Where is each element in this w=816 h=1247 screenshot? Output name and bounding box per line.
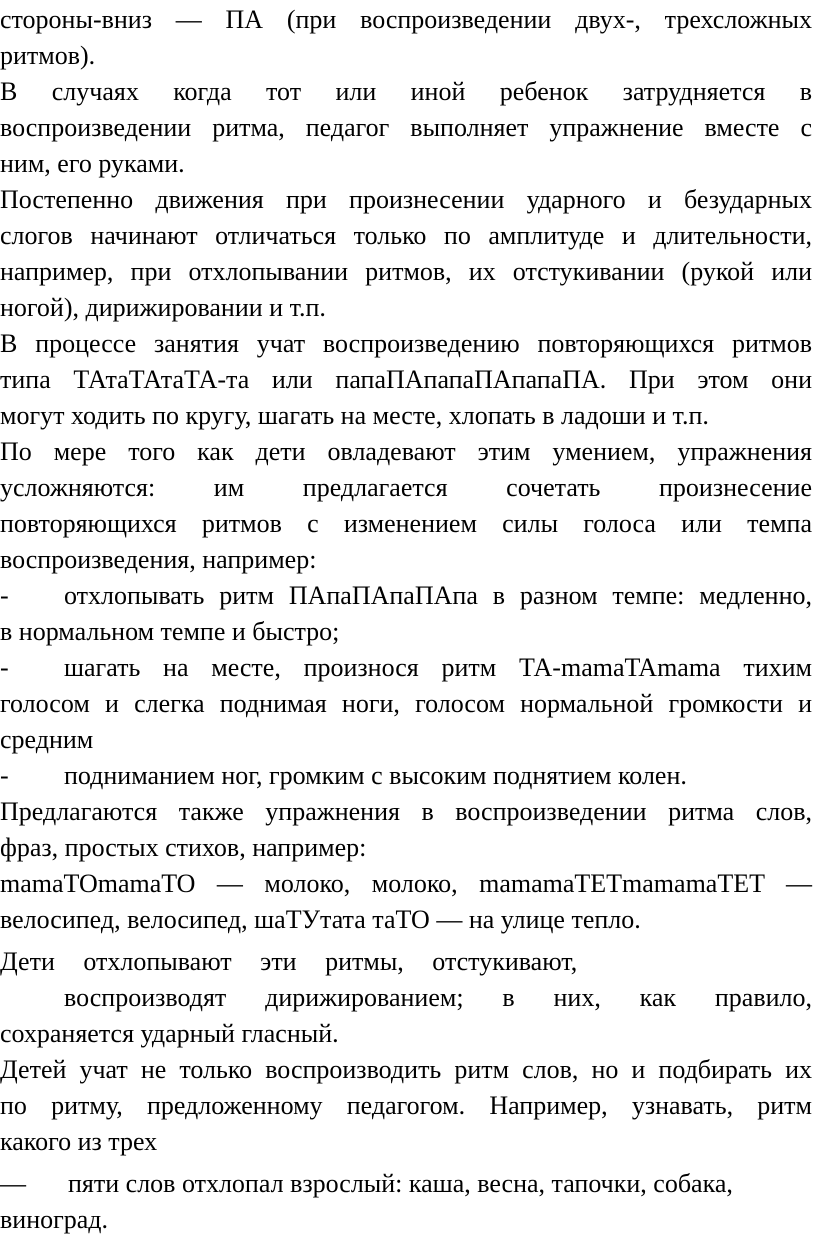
text-line: воспроизведения, например:	[0, 545, 317, 574]
list-marker: -	[0, 581, 9, 610]
text-line: повторяющихся ритмов с изменением силы голоса или темпа	[0, 509, 812, 538]
text-line: ним, его руками.	[0, 149, 185, 178]
text-line: усложняются: им предлагается сочетать произнесение	[0, 473, 812, 502]
text-line: средним	[0, 725, 94, 754]
text-line: По мере того как дети овладевают этим умением, упражнения	[0, 437, 812, 466]
text-line: в нормальном темпе и быстро;	[0, 617, 340, 646]
list-item	[0, 650, 812, 686]
text-line: воспроизводят дирижированием; в них, как правило,	[64, 983, 812, 1012]
text-line: Постепенно движения при произнесении ударного и безударных	[0, 185, 812, 214]
text-line: голосом и слегка поднимая ноги, голосом нормальной громкости и	[0, 689, 812, 718]
text-line: виноград.	[0, 1205, 109, 1234]
text-line: mamaTOmamaTO — молоко, молоко, mamamaTETmamamaTET —	[0, 869, 812, 898]
text-line: воспроизведении ритма, педагог выполняет упражнение вместе с	[0, 113, 812, 142]
text-line: В случаях когда тот или иной ребенок затрудняется в	[0, 77, 812, 106]
text-line: ногой), дирижировании и т.п.	[0, 293, 326, 322]
text-line: по ритму, предложенному педагогом. Например, узнавать, ритм	[0, 1091, 812, 1120]
text-line: стороны-вниз — ПА (при воспроизведении двух-, трехсложных	[0, 5, 812, 34]
list-item	[0, 758, 812, 794]
text-line: какого из трех	[0, 1127, 158, 1156]
list-item-text: пяти слов отхлопал взрослый: каша, весна, тапочки, собака,	[68, 1169, 733, 1198]
text-line: велосипед, велосипед, шаТУтата таТО — на улице тепло.	[0, 905, 641, 934]
list-item-text: отхлопывать ритм ПАпаПАпаПАпа в разном темпе: медленно,	[64, 581, 812, 610]
list-item	[0, 578, 812, 614]
list-marker: -	[0, 653, 9, 682]
text-line: Предлагаются также упражнения в воспроизведении ритма слов,	[0, 797, 812, 826]
dash-marker: —	[0, 1169, 26, 1198]
text-line: ритмов).	[0, 41, 96, 70]
text-line: например, при отхлопывании ритмов, их отстукивании (рукой или	[0, 257, 812, 286]
list-item-text: шагать на месте, произнося ритм ТА-mamaTAmama тихим	[64, 653, 812, 682]
text-line: типа ТАтаТАтаТА-та или папаПАпапаПАпапаПА. При этом они	[0, 365, 812, 394]
list-item	[0, 1166, 812, 1202]
text-line: могут ходить по кругу, шагать на месте, хлопать в ладоши и т.п.	[0, 401, 709, 430]
text-line: В процессе занятия учат воспроизведению повторяющихся ритмов	[0, 329, 812, 358]
text-line: фраз, простых стихов, например:	[0, 833, 367, 862]
list-item-text: подниманием ног, громким с высоким поднятием колен.	[64, 761, 687, 790]
text-line: слогов начинают отличаться только по амплитуде и длительности,	[0, 221, 812, 250]
list-marker: -	[0, 761, 9, 790]
text-line: сохраняется ударный гласный.	[0, 1019, 339, 1048]
text-line: Дети отхлопывают эти ритмы, отстукивают,	[0, 947, 578, 976]
text-line: Детей учат не только воспроизводить ритм слов, но и подбирать их	[0, 1055, 812, 1084]
